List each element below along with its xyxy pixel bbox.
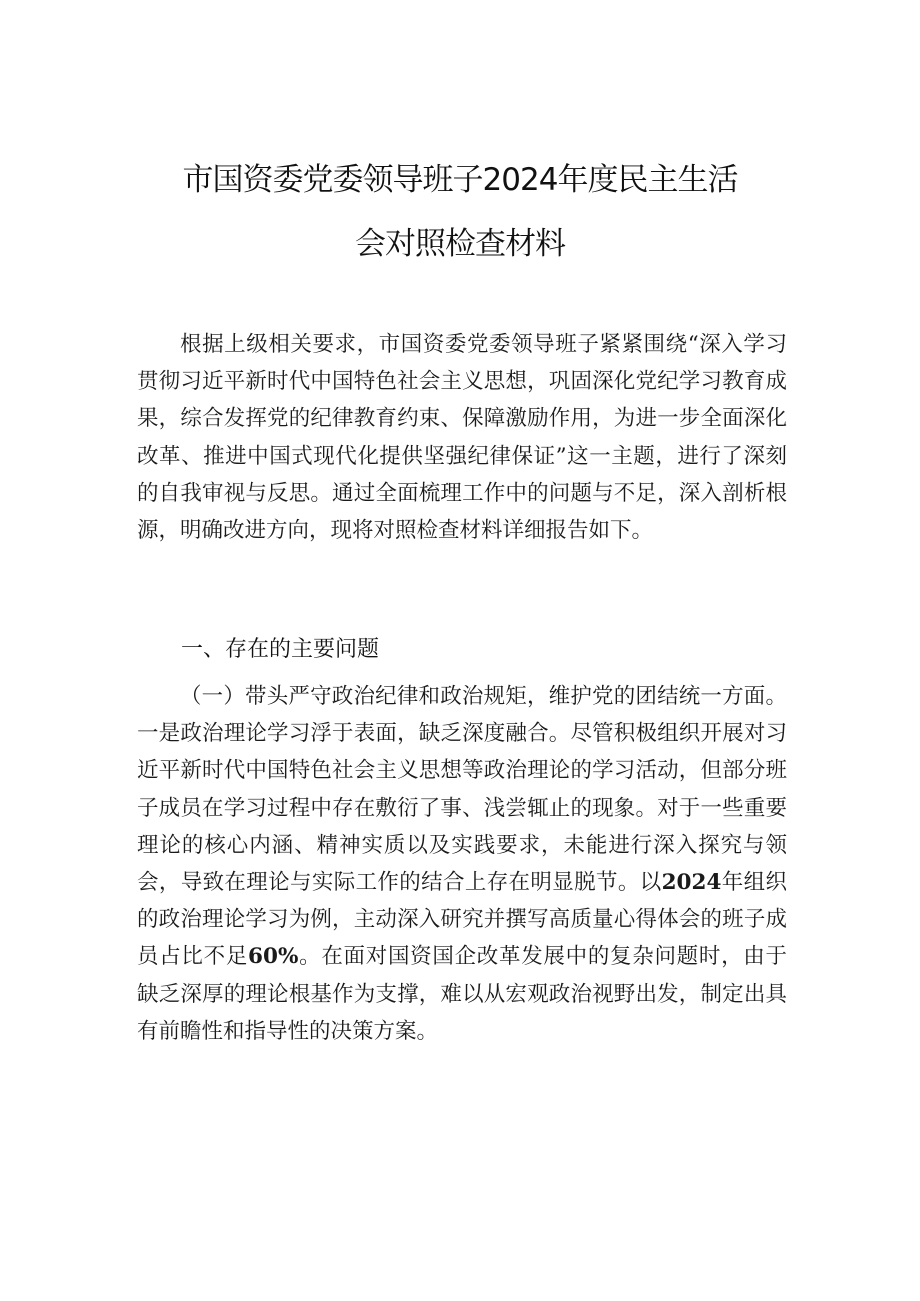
problem-paragraph (137, 678, 787, 1050)
intro-paragraph: 根据上级相关要求，市国资委党委领导班子紧紧围绕“深入学习贯彻习近平新时代中国特色社会主义思想，巩固深化党纪学习教育成果，综合发挥党的纪律教育约束、保障激励作用，为进一步全面深化改革、推进中国式现代化提供坚强纪律保证”这一主题，进行了深刻的自我审视与反思。通过全面梳理工作中的问题与不足，深入剖析根源，明确改进方向，现将对照检查材料详细报告如下。 (137, 332, 787, 544)
percent-figure: 60% (248, 944, 299, 970)
document-title-line-2: 会对照检查材料 (355, 226, 565, 262)
problem-paragraph-text-2: 年组织的政治理论学习为例，主动深入研究并撰写高质量心得体会的班子成员占比不足 (137, 870, 787, 970)
problem-paragraph-text-1: （一）带头严守政治纪律和政治规矩，维护党的团结统一方面。一是政治理论学习浮于表面，缺乏深度融合。尽管积极组织开展对习近平新时代中国特色社会主义思想等政治理论的学习活动，但部分班子成员在学习过程中存在敷衍了事、浅尝辄止的现象。对于一些重要理论的核心内涵、精神实质以及实践要求，未能进行深入探究与领会，导致在理论与实际工作的结合上存在明显脱节。以 (137, 684, 787, 896)
year-figure: 2024 (661, 870, 722, 896)
problem-paragraph-text-3: 。在面对国资国企改革发展中的复杂问题时，由于缺乏深厚的理论根基作为支撑，难以从宏观政治视野出发，制定出具有前瞻性和指导性的决策方案。 (137, 944, 787, 1044)
document-title-line-1: 市国资委党委领导班子2024年度民主生活 (182, 162, 738, 198)
section-heading: 一、存在的主要问题 (181, 637, 380, 662)
